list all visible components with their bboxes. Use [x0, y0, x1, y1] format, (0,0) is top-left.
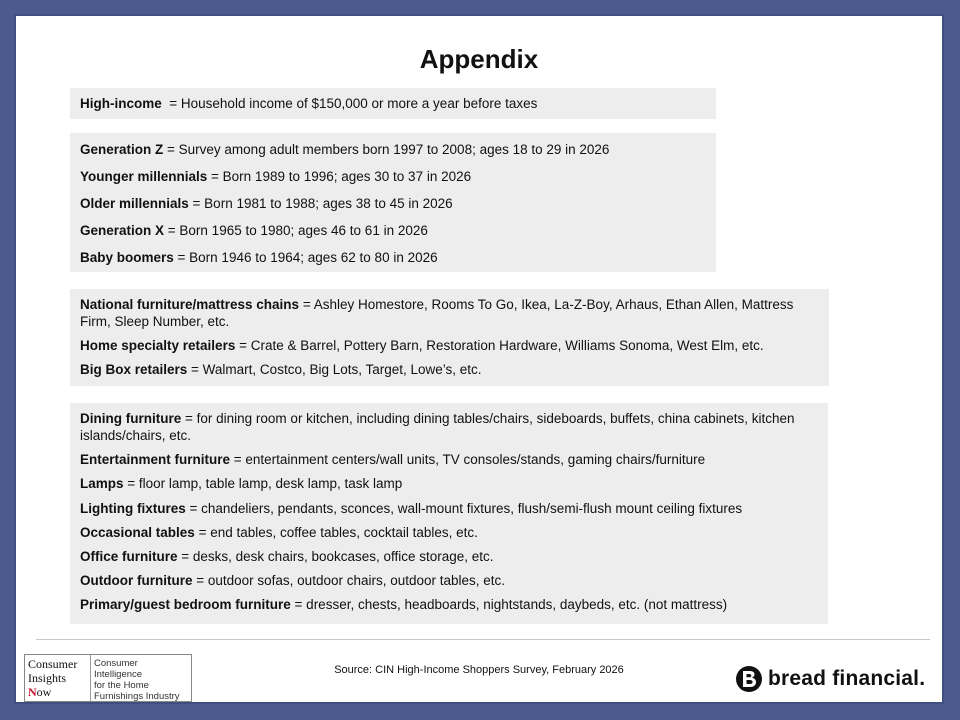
- source-note: Source: CIN High-Income Shoppers Survey, February 2026: [334, 664, 624, 676]
- definition-text: = Born 1981 to 1988; ages 38 to 45 in 2026: [188, 196, 453, 211]
- definition-term: Primary/guest bedroom furniture: [80, 597, 291, 613]
- definition-term: Big Box retailers: [80, 362, 188, 377]
- bread-logo-text: bread financial.: [768, 667, 926, 690]
- definition-term: Generation Z: [80, 142, 164, 157]
- bread-b-icon: [736, 666, 762, 692]
- definition-row: [80, 361, 819, 378]
- page-title: Appendix: [419, 44, 539, 74]
- definition-term: Lighting fixtures: [80, 500, 186, 516]
- definition-term: Home specialty retailers: [80, 338, 236, 353]
- cin-logo-line: Consumer: [28, 657, 78, 671]
- definition-term: Occasional tables: [80, 524, 195, 540]
- definition-row: [80, 475, 818, 492]
- definition-term: Office furniture: [80, 548, 178, 564]
- definition-text: = dresser, chests, headboards, nightstands, daybeds, etc. (not mattress): [290, 597, 728, 613]
- definition-text: = Walmart, Costco, Big Lots, Target, Lowe’s, etc.: [187, 362, 482, 377]
- cin-logo-wordmark: [25, 655, 91, 701]
- definition-row: [80, 337, 819, 354]
- definition-row: [80, 222, 706, 239]
- definition-row: [80, 524, 818, 541]
- definition-term: Generation X: [80, 223, 165, 238]
- definition-text: = Born 1965 to 1980; ages 46 to 61 in 2026: [164, 223, 428, 238]
- definition-row: [80, 548, 818, 565]
- definition-text: = Ashley Homestore, Rooms To Go, Ikea, La-Z-Boy, Arhaus, Ethan Allen, Mattress Firm, Sleep Number, etc.: [80, 297, 794, 329]
- cin-logo-rest: ow: [36, 685, 52, 699]
- definition-term: Outdoor furniture: [80, 573, 193, 589]
- definition-text: = Crate & Barrel, Pottery Barn, Restoration Hardware, Williams Sonoma, West Elm, etc.: [235, 338, 764, 353]
- retailers-box: [70, 289, 829, 386]
- cin-tagline-line: Consumer Intelligence: [94, 658, 143, 680]
- definition-row: [80, 296, 819, 330]
- slide: [14, 14, 944, 704]
- definition-text: = outdoor sofas, outdoor chairs, outdoor tables, etc.: [192, 573, 506, 589]
- definition-text: = entertainment centers/wall units, TV consoles/stands, gaming chairs/furniture: [230, 452, 706, 468]
- cin-logo: [24, 654, 192, 702]
- definition-row: [80, 95, 706, 112]
- footer-divider: [36, 639, 930, 640]
- definition-text: = floor lamp, table lamp, desk lamp, task lamp: [123, 476, 403, 492]
- definition-term: Older millennials: [80, 196, 189, 211]
- definition-term: Younger millennials: [80, 169, 208, 184]
- definition-row: [80, 249, 706, 266]
- categories-box: [70, 403, 828, 624]
- definition-text: = for dining room or kitchen, including dining tables/chairs, sideboards, buffets, china cabinets, kitchen islands/chairs, etc.: [80, 411, 795, 443]
- definition-text: = Born 1989 to 1996; ages 30 to 37 in 2026: [207, 169, 472, 184]
- cin-logo-tagline: [91, 655, 191, 701]
- definition-term: High-income: [80, 96, 162, 111]
- income-definition-box: [70, 88, 716, 119]
- definition-term: Dining furniture: [80, 411, 182, 426]
- definition-text: = desks, desk chairs, bookcases, office storage, etc.: [177, 548, 494, 564]
- cin-logo-initial: N: [28, 685, 37, 699]
- definition-text: = Household income of $150,000 or more a year before taxes: [161, 96, 538, 111]
- cin-logo-line: Insights: [28, 671, 67, 685]
- definition-row: [80, 451, 818, 468]
- cin-tagline-line: Furnishings Industry: [94, 691, 180, 702]
- cin-logo-line: [28, 685, 87, 699]
- definition-row: [80, 500, 818, 517]
- definition-row: [80, 168, 706, 185]
- definition-term: National furniture/mattress chains: [80, 297, 300, 312]
- definition-term: Lamps: [80, 476, 124, 492]
- definition-text: = Born 1946 to 1964; ages 62 to 80 in 2026: [173, 250, 438, 265]
- definition-text: = chandeliers, pendants, sconces, wall-mount fixtures, flush/semi-flush mount ceiling fixtures: [185, 500, 743, 516]
- generations-box: [70, 133, 716, 272]
- definition-text: = end tables, coffee tables, cocktail tables, etc.: [194, 524, 478, 540]
- definition-text: = Survey among adult members born 1997 to 2008; ages 18 to 29 in 2026: [163, 142, 610, 157]
- definition-row: [80, 141, 706, 158]
- definition-row: [80, 410, 818, 444]
- definition-term: Baby boomers: [80, 250, 174, 265]
- bread-financial-logo: [736, 664, 925, 694]
- definition-row: [80, 572, 818, 589]
- definition-row: [80, 596, 818, 613]
- definition-row: [80, 195, 706, 212]
- cin-tagline-line: for the Home: [94, 680, 149, 691]
- definition-term: Entertainment furniture: [80, 452, 231, 468]
